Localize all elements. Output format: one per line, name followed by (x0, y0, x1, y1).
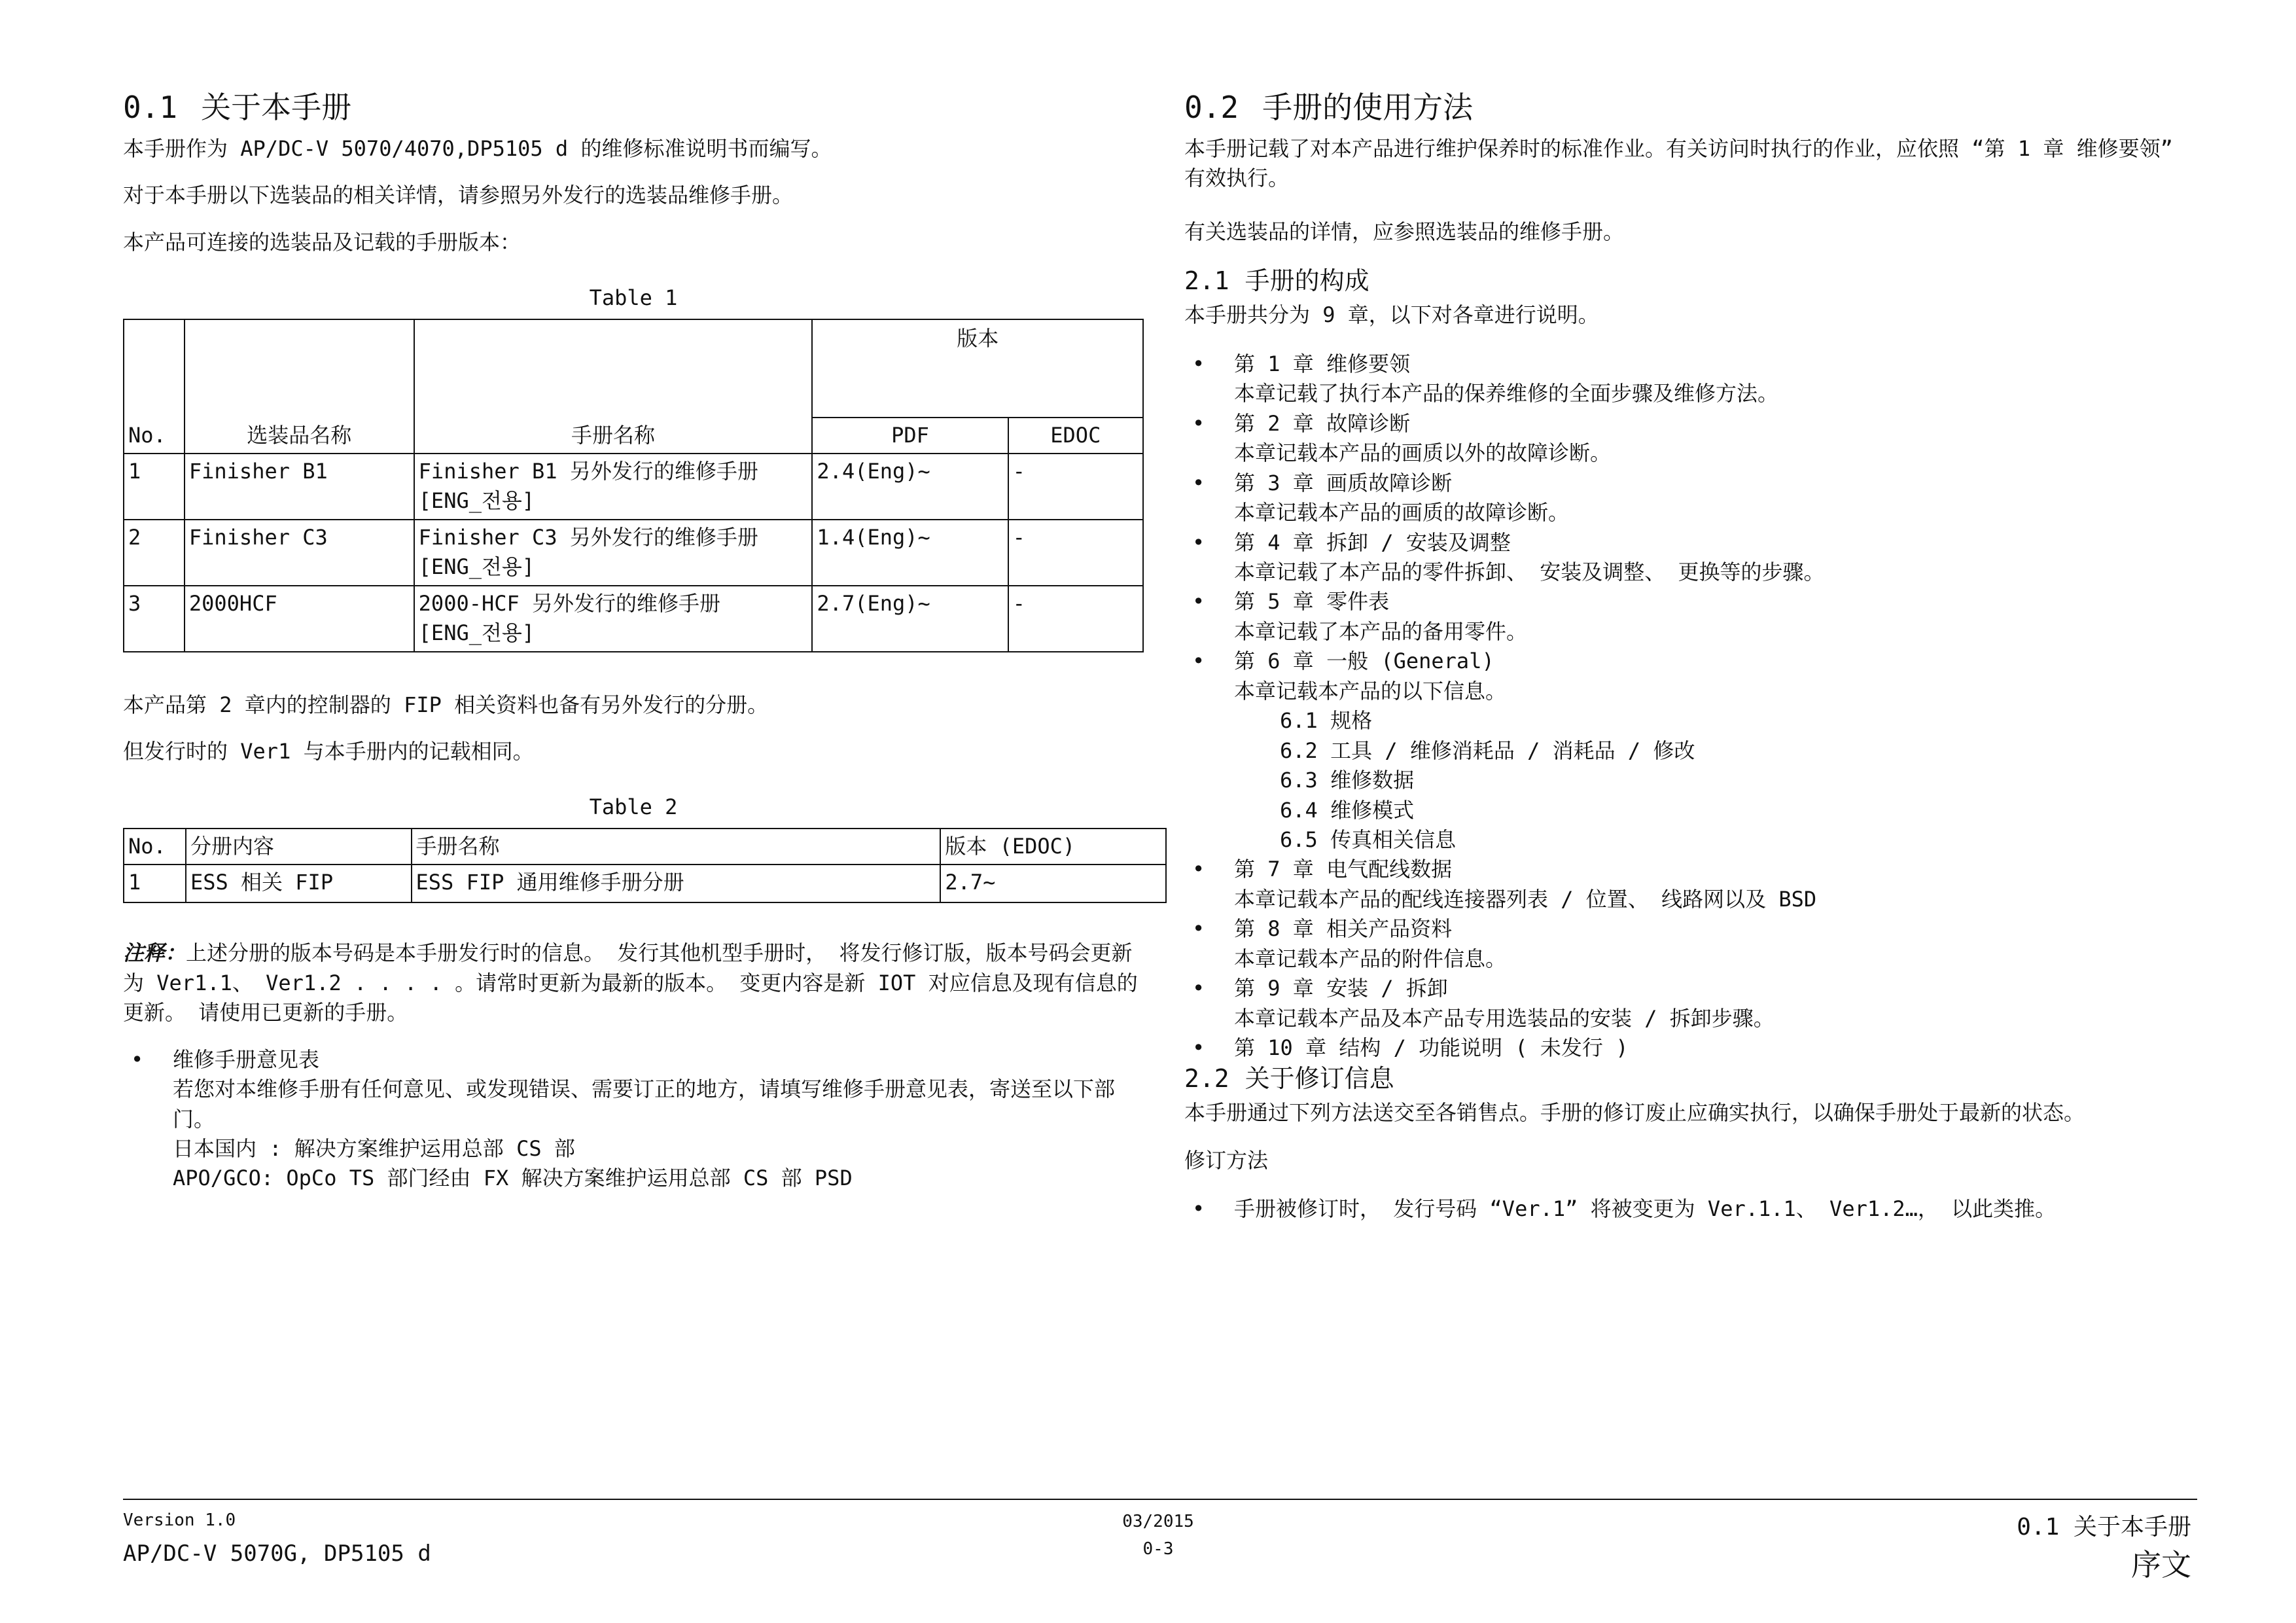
chapter-item (1184, 974, 2205, 1033)
subsection-title: 手册的构成 (1245, 266, 1369, 296)
method-item (1184, 1194, 2205, 1224)
chapter-item (1184, 587, 2205, 647)
table-row (124, 454, 1143, 520)
section-2-1-heading (1184, 265, 2205, 297)
chapter-title: 第 8 章 相关产品资料 (1234, 916, 1453, 942)
section-title: 关于本手册 (201, 90, 352, 125)
chapter-title: 第 5 章 零件表 (1234, 589, 1390, 615)
chapter-subitem: 6.1 规格 (1280, 708, 1373, 734)
cell-no: 1 (124, 865, 186, 902)
footer-right (2017, 1510, 2191, 1586)
col-header-version: 版本 (EDOC) (940, 829, 1166, 865)
footer-center (1112, 1508, 1204, 1563)
footer-divider (123, 1499, 2197, 1500)
section-number: 0.1 (123, 90, 178, 125)
chapter-item (1184, 469, 2205, 528)
bullet-dot: • (1192, 1035, 1205, 1060)
chapter-desc: 本章记载本产品的附件信息。 (1234, 946, 1507, 971)
chapter-title: 第 3 章 画质故障诊断 (1234, 470, 1453, 495)
cell-content: ESS 相关 FIP (186, 865, 412, 902)
cell-manual: ESS FIP 通用维修手册分册 (412, 865, 941, 902)
feedback-title: 维修手册意见表 (173, 1046, 320, 1072)
chapter-title: 第 2 章 故障诊断 (1234, 410, 1411, 436)
chapter-desc: 本章记载本产品的以下信息。 (1234, 678, 1507, 704)
bullet-dot: • (1192, 649, 1205, 674)
bullet-dot: • (131, 1046, 144, 1072)
section-title: 手册的使用方法 (1262, 90, 1474, 125)
bullet-dot: • (1192, 529, 1205, 555)
col-header-edoc: EDOC (1008, 418, 1143, 454)
feedback-line: APO/GCO: OpCo TS 部门经由 FX 解决方案维护运用总部 CS 部 PSD (173, 1166, 853, 1191)
section-0-2-heading (1184, 88, 2205, 128)
cell-edoc: - (1008, 454, 1143, 520)
bullet-dot: • (1192, 857, 1205, 882)
chapter-item (1184, 647, 2205, 855)
col-header-option: 选装品名称 (185, 319, 414, 454)
method-text: 手册被修订时， 发行号码 “Ver.1” 将被变更为 Ver.1.1、 Ver1.2…， 以此类推。 (1234, 1196, 2057, 1221)
col-header-manual: 手册名称 (412, 829, 941, 865)
chapter-title: 第 4 章 拆卸 / 安装及调整 (1234, 529, 1511, 555)
cell-no: 1 (124, 454, 185, 520)
cell-edoc: - (1008, 586, 1143, 652)
feedback-line: 若您对本维修手册有任何意见、或发现错误、需要订正的地方，请填写维修手册意见表，寄送至以下部门。 (173, 1077, 1116, 1132)
chapter-desc: 本章记载了本产品的备用零件。 (1234, 618, 1528, 644)
cell-option: Finisher C3 (185, 520, 414, 586)
intro-paragraph: 本手册作为 AP/DC-V 5070/4070,DP5105 d 的维修标准说明书而编写。 (123, 135, 832, 161)
intro-paragraph: 对于本手册以下选装品的相关详情，请参照另外发行的选装品维修手册。 (123, 183, 794, 208)
footer-date: 03/2015 (1122, 1512, 1194, 1531)
s22-method-label: 修订方法 (1184, 1148, 1269, 1173)
manual-line: Finisher C3 另外发行的维修手册 (418, 524, 758, 550)
col-header-no: No. (124, 319, 185, 454)
chapter-desc: 本章记载了执行本产品的保养维修的全面步骤及维修方法。 (1234, 381, 1779, 406)
cell-option: 2000HCF (185, 586, 414, 652)
footer-chapter: 序文 (2131, 1547, 2191, 1583)
chapter-desc: 本章记载本产品及本产品专用选装品的安装 / 拆卸步骤。 (1234, 1005, 1775, 1031)
chapter-item (1184, 349, 2205, 409)
chapter-title: 第 9 章 安装 / 拆卸 (1234, 976, 1448, 1001)
note-text: 上述分册的版本号码是本手册发行时的信息。 发行其他机型手册时， 将发行修订版，版本号码会更新为 Ver1.1、 Ver1.2 . . . . 。请常时更新为最新的版本。 变更内容是新 IOT 对应信息及现有信息的更新。 请使用已更新的手册。 (123, 940, 1138, 1026)
bullet-dot: • (1192, 916, 1205, 942)
intro-paragraph: 有关选装品的详情，应参照选装品的维修手册。 (1184, 219, 1625, 244)
chapter-subitem: 6.3 维修数据 (1280, 768, 1415, 793)
subsection-number: 2.2 (1184, 1064, 1229, 1094)
cell-version: 2.7~ (940, 865, 1166, 902)
cell-pdf: 2.7(Eng)~ (812, 586, 1008, 652)
chapter-title: 第 10 章 结构 / 功能说明 ( 未发行 ) (1234, 1035, 1629, 1060)
footer-section: 0.1 关于本手册 (2017, 1514, 2191, 1541)
feedback-bullet (123, 1045, 1144, 1194)
cell-manual (414, 454, 813, 520)
col-header-manual: 手册名称 (414, 319, 813, 454)
col-header-pdf: PDF (812, 418, 1008, 454)
cell-manual (414, 520, 813, 586)
chapter-desc: 本章记载本产品的画质以外的故障诊断。 (1234, 440, 1612, 466)
table-row (124, 586, 1143, 652)
chapter-subitem: 6.2 工具 / 维修消耗品 / 消耗品 / 修改 (1280, 738, 1695, 763)
cell-manual (414, 586, 813, 652)
table2-caption: Table 2 (589, 794, 678, 820)
fip-table (123, 828, 1167, 903)
cell-pdf: 1.4(Eng)~ (812, 520, 1008, 586)
cell-no: 3 (124, 586, 185, 652)
mid-paragraph: 但发行时的 Ver1 与本手册内的记载相同。 (123, 739, 534, 764)
chapter-item (1184, 1033, 2205, 1063)
col-header-content: 分册内容 (186, 829, 412, 865)
chapter-item (1184, 528, 2205, 588)
s22-text: 本手册通过下列方法送交至各销售点。手册的修订废止应确实执行，以确保手册处于最新的状态。 (1184, 1099, 2085, 1125)
subsection-title: 关于修订信息 (1245, 1064, 1394, 1094)
bullet-dot: • (1192, 351, 1205, 376)
table1-caption: Table 1 (589, 285, 678, 311)
chapter-title: 第 6 章 一般 (General) (1234, 649, 1494, 674)
bullet-dot: • (1192, 1196, 1205, 1221)
manual-line: [ENG_전용] (418, 488, 535, 514)
section-number: 0.2 (1184, 90, 1239, 125)
chapter-title: 第 7 章 电气配线数据 (1234, 857, 1453, 882)
chapter-subitem: 6.4 维修模式 (1280, 797, 1415, 823)
chapter-item (1184, 914, 2205, 974)
cell-pdf: 2.4(Eng)~ (812, 454, 1008, 520)
subsection-number: 2.1 (1184, 266, 1229, 296)
bullet-dot: • (1192, 589, 1205, 615)
intro-paragraph: 本产品可连接的选装品及记载的手册版本： (123, 229, 521, 255)
manual-line: Finisher B1 另外发行的维修手册 (418, 458, 758, 484)
footer-version: Version 1.0 (123, 1510, 236, 1530)
left-column (123, 88, 1144, 1194)
manual-line: [ENG_전용] (418, 620, 535, 646)
chapter-desc: 本章记载本产品的画质的故障诊断。 (1234, 500, 1570, 526)
chapter-desc: 本章记载了本产品的零件拆卸、 安装及调整、 更换等的步骤。 (1234, 560, 1825, 584)
chapter-subitem: 6.5 传真相关信息 (1280, 827, 1457, 852)
col-header-no: No. (124, 829, 186, 865)
section-0-1-heading (123, 88, 1144, 128)
section-2-2-heading (1184, 1063, 2205, 1095)
chapter-item (1184, 409, 2205, 469)
table-row (124, 865, 1166, 902)
chapter-item (1184, 855, 2205, 914)
note-label: 注释： (123, 940, 186, 966)
table-row (124, 520, 1143, 586)
feedback-line: 日本国内 : 解决方案维护运用总部 CS 部 (173, 1135, 575, 1161)
note-paragraph (123, 938, 1144, 1027)
manual-line: [ENG_전용] (418, 554, 535, 580)
cell-no: 2 (124, 520, 185, 586)
manual-line: 2000-HCF 另外发行的维修手册 (418, 590, 721, 616)
footer-page: 0-3 (1142, 1539, 1174, 1559)
right-column (1184, 88, 2205, 1224)
chapter-desc: 本章记载本产品的配线连接器列表 / 位置、 线路网以及 BSD (1234, 886, 1817, 912)
cell-edoc: - (1008, 520, 1143, 586)
intro-paragraph: 本手册记载了对本产品进行维护保养时的标准作业。有关访问时执行的作业，应依照 “第 1 章 维修要领” 有效执行。 (1184, 135, 2173, 191)
bullet-dot: • (1192, 470, 1205, 495)
col-header-version: 版本 (812, 319, 1143, 418)
cell-option: Finisher B1 (185, 454, 414, 520)
footer-left (123, 1508, 431, 1569)
footer-model: AP/DC-V 5070G, DP5105 d (123, 1540, 431, 1567)
s21-intro: 本手册共分为 9 章，以下对各章进行说明。 (1184, 302, 1599, 327)
chapter-title: 第 1 章 维修要领 (1234, 351, 1411, 376)
bullet-dot: • (1192, 410, 1205, 436)
options-table (123, 319, 1144, 652)
mid-paragraph: 本产品第 2 章内的控制器的 FIP 相关资料也备有另外发行的分册。 (123, 692, 769, 717)
bullet-dot: • (1192, 976, 1205, 1001)
